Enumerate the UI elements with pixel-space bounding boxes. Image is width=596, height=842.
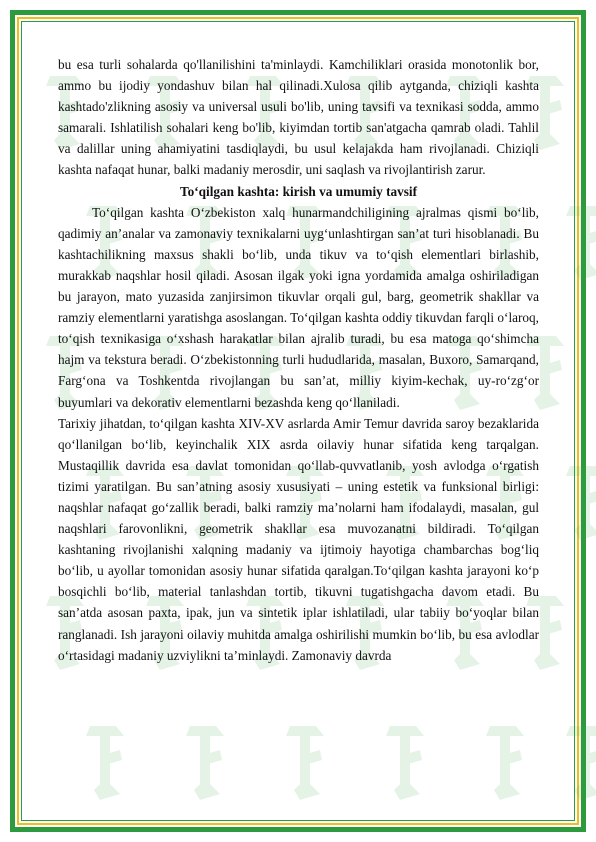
paragraph-history: Tarixiy jihatdan, to‘qilgan kashta XIV-XV asrlarda Amir Temur davrida saroy bezaklarida qo‘llanilgan bo‘lib, keyinchalik XIX asrda oilaviy hunar sifatida keng tarqalgan. Mustaqillik davrida esa davlat tomonidan qo‘llab-quvvatlanib, yosh avlodga o‘rgatish tizimi yaratilgan. Bu san’atning asosiy xususiyati – uning estetik va funksional birligi: naqshlar nafaqat go‘zallik beradi, balki ramziy ma’nolarni ham ifodalaydi, masalan, gul naqshlari farovonlikni, geometrik shakllar esa muvozanatni bildiradi. To‘qilgan kashtaning rivojlanishi xalqning madaniy va ijtimoiy hayotiga chambarchas bog‘liq bo‘lib, u ayollar tomonidan asosiy hunar sifatida qaralgan.To‘qilgan kashta jarayoni ko‘p bosqichli bo‘lib, material tanlashdan tortib, tikuvni tugatishgacha davom etadi. Bu san’atda asosan paxta, ipak, jun va sintetik iplar ishlatiladi, ular tabiiy bo‘yoqlar bilan ranglanadi. Ish jarayoni oilaviy muhitda amalga oshirilishi mumkin bo‘lib, bu esa avlodlar o‘rtasidagi madaniy uzviylikni ta’minlaydi. Zamonaviy davrda [58,415,539,663]
document-body [58,54,539,666]
paragraph-description: To‘qilgan kashta O‘zbekiston xalq hunarmandchiligining ajralmas qismi bo‘lib, qadimiy an’analar va zamonaviy texnikalarni uyg‘unlashtirgan san’at turi hisoblanadi. Bu kashtachilikning maxsus shakli bo‘lib, unda tikuv va to‘qish elementlari birlashib, murakkab naqshlar hosil qiladi. Asosan ilgak yoki igna yordamida amalga oshiriladigan bu jarayon, mato yuzasida zanjirsimon tikuvlar orqali gul, barg, geometrik shakllar va ramziy elementlarni yaratishga asoslangan. To‘qilgan kashta oddiy tikuvdan farqli o‘laroq, to‘qish texnikasiga o‘xshash harakatlar bilan ajralib turadi, bu esa matoga qo‘shimcha hajm va tekstura beradi. O‘zbekistonning turli hududlarida, masalan, Buxoro, Samarqand, Farg‘ona va Toshkentda rivojlangan bu san’at, milliy kiyim-kechak, uy-ro‘zg‘or buyumlari va dekorativ elementlarni bezashda keng qo‘llaniladi. [58,204,539,410]
paragraph-intro: bu esa turli sohalarda qo'llanilishini ta'minlaydi. Kamchiliklari orasida monotonlik bor, ammo bu ijodiy yondashuv bilan hal qilinadi.Xulosa qilib aytganda, chiziqli kashta kashtado'zlikning asosiy va universal usuli bo'lib, uning tavsifi va texnikasi sodda, ammo samarali. Ishlatilish sohalari keng bo'lib, kiyimdan tortib san'atgacha qamrab oladi. Tahlil va dalillar uning ahamiyatini tasdiqlaydi, bu usul kelajakda ham rivojlanadi. Chiziqli kashta nafaqat hunar, balki madaniy merosdir, uni saqlash va rivojlantirish zarur. [58,57,539,178]
section-heading: To‘qilgan kashta: kirish va umumiy tavsif [180,183,417,199]
